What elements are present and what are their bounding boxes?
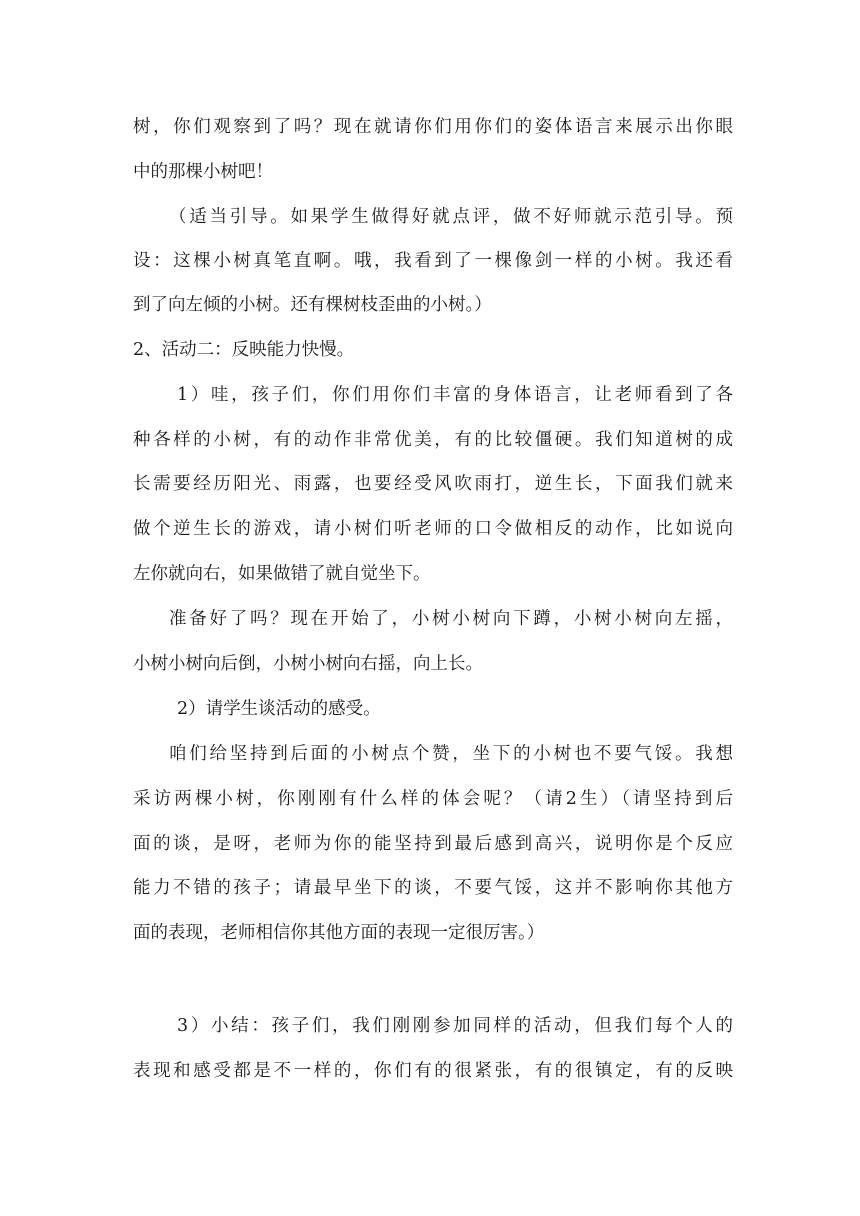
text-line: 能力不错的孩子；请最早坐下的谈，不要气馁，这并不影响你其他方 <box>133 878 733 898</box>
text-line: 1）哇，孩子们，你们用你们丰富的身体语言，让老师看到了各 <box>177 385 733 405</box>
text-line: 面的谈，是呀，老师为你的能坚持到最后感到高兴，说明你是个反应 <box>133 834 733 854</box>
text-line: 表现和感受都是不一样的，你们有的很紧张，有的很镇定，有的反映 <box>133 1061 733 1081</box>
text-line: 采访两棵小树，你刚刚有什么样的体会呢？（请2生）（请坚持到后 <box>133 789 733 809</box>
section-heading: 2、活动二：反映能力快慢。 <box>133 340 355 360</box>
text-line: 2）请学生谈活动的感受。 <box>177 699 381 719</box>
text-line: 准备好了吗？现在开始了，小树小树向下蹲，小树小树向左摇， <box>169 609 733 629</box>
text-line: 咱们给坚持到后面的小树点个赞，坐下的小树也不要气馁。我想 <box>169 744 733 764</box>
text-line: 设：这棵小树真笔直啊。哦，我看到了一棵像剑一样的小树。我还看 <box>133 251 733 271</box>
text-line: 小树小树向后倒，小树小树向右摇，向上长。 <box>133 654 483 674</box>
text-line: 做个逆生长的游戏，请小树们听老师的口令做相反的动作，比如说向 <box>133 519 733 539</box>
text-line: 到了向左倾的小树。还有棵树枝歪曲的小树。） <box>133 295 492 315</box>
text-line: 树，你们观察到了吗？现在就请你们用你们的姿体语言来展示出你眼 <box>133 117 733 137</box>
text-line: 种各样的小树，有的动作非常优美，有的比较僵硬。我们知道树的成 <box>133 430 733 450</box>
text-line: 长需要经历阳光、雨露，也要经受风吹雨打，逆生长，下面我们就来 <box>133 474 733 494</box>
text-line: （适当引导。如果学生做得好就点评，做不好师就示范引导。预 <box>169 207 733 227</box>
text-line: 3）小结：孩子们，我们刚刚参加同样的活动，但我们每个人的 <box>177 1016 733 1036</box>
text-line: 左你就向右，如果做错了就自觉坐下。 <box>133 564 431 584</box>
text-line: 面的表现，老师相信你其他方面的表现一定很厉害。） <box>133 923 545 943</box>
text-line: 中的那棵小树吧！ <box>133 162 273 182</box>
